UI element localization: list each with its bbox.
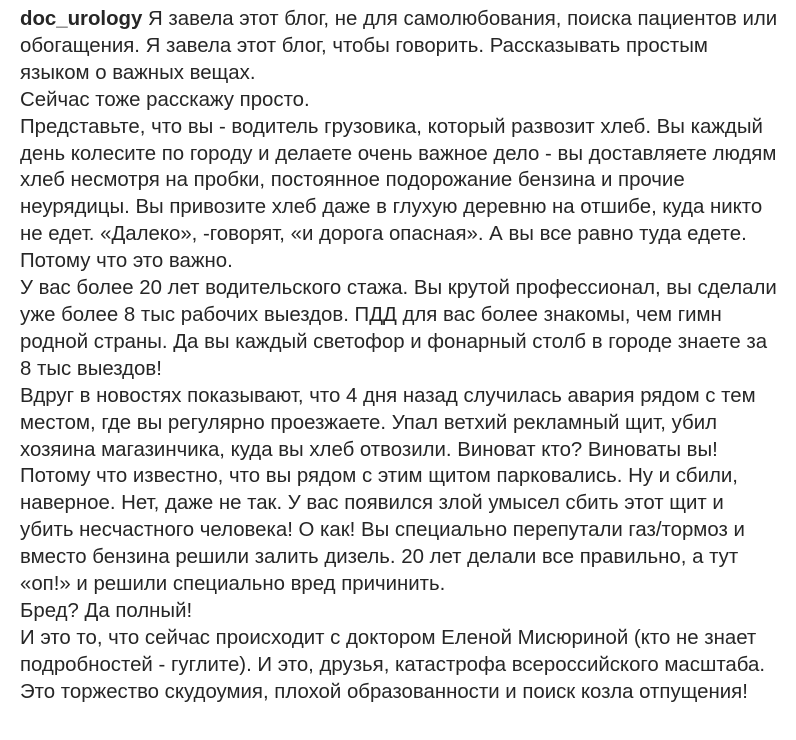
caption-intro [20, 6, 780, 87]
caption-paragraph: И это то, что сейчас происходит с доктором Еленой Мисюриной (кто не знает подробностей - гуглите). И это, друзья, катастрофа всероссийского масштаба. Это торжество скудоумия, плохой образованности и поиск козла отпущения! [20, 626, 765, 703]
caption-paragraph: У вас более 20 лет водительского стажа. Вы крутой профессионал, вы сделали уже более 8 тыс рабочих выездов. ПДД для вас более знакомы, чем гимн родной страны. Да вы каждый светофор и фонарный столб в городе знаете за 8 тыс выездов! [20, 277, 777, 380]
username-link[interactable]: doc_urology [20, 8, 143, 30]
caption-paragraph: Бред? Да полный! [20, 599, 193, 622]
caption-paragraph: Вдруг в новостях показывают, что 4 дня назад случилась авария рядом с тем местом, где вы регулярно проезжаете. Упал ветхий рекламный щит, убил хозяина магазинчика, куда вы хлеб отвозили. Виноват кто? Виноваты вы! Потому что известно, что вы рядом с этим щитом парковались. Ну и сбили, наверное. Нет, даже не так. У вас появился злой умысел сбить этот щит и убить несчастного человека! О как! Вы специально перепутали газ/тормоз и вместо бензина решили залить дизель. 20 лет делали все правильно, а тут «оп!» и решили специально вред причинить. [20, 384, 756, 596]
caption-paragraph: Сейчас тоже расскажу просто. [20, 88, 310, 111]
caption-paragraph: Представьте, что вы - водитель грузовика, который развозит хлеб. Вы каждый день колесите по городу и делаете очень важное дело - вы доставляете людям хлеб несмотря на пробки, постоянное подорожание бензина и прочие неурядицы. Вы привозите хлеб даже в глухую деревню на отшибе, куда никто не едет. «Далеко», -говорят, «и дорога опасная». А вы все равно туда едете. Потому что это важно. [20, 115, 777, 273]
caption-paragraph: Я завела этот блог, не для самолюбования, поиска пациентов или обогащения. Я завела этот блог, чтобы говорить. Рассказывать простым языком о важных вещах. [20, 8, 778, 84]
